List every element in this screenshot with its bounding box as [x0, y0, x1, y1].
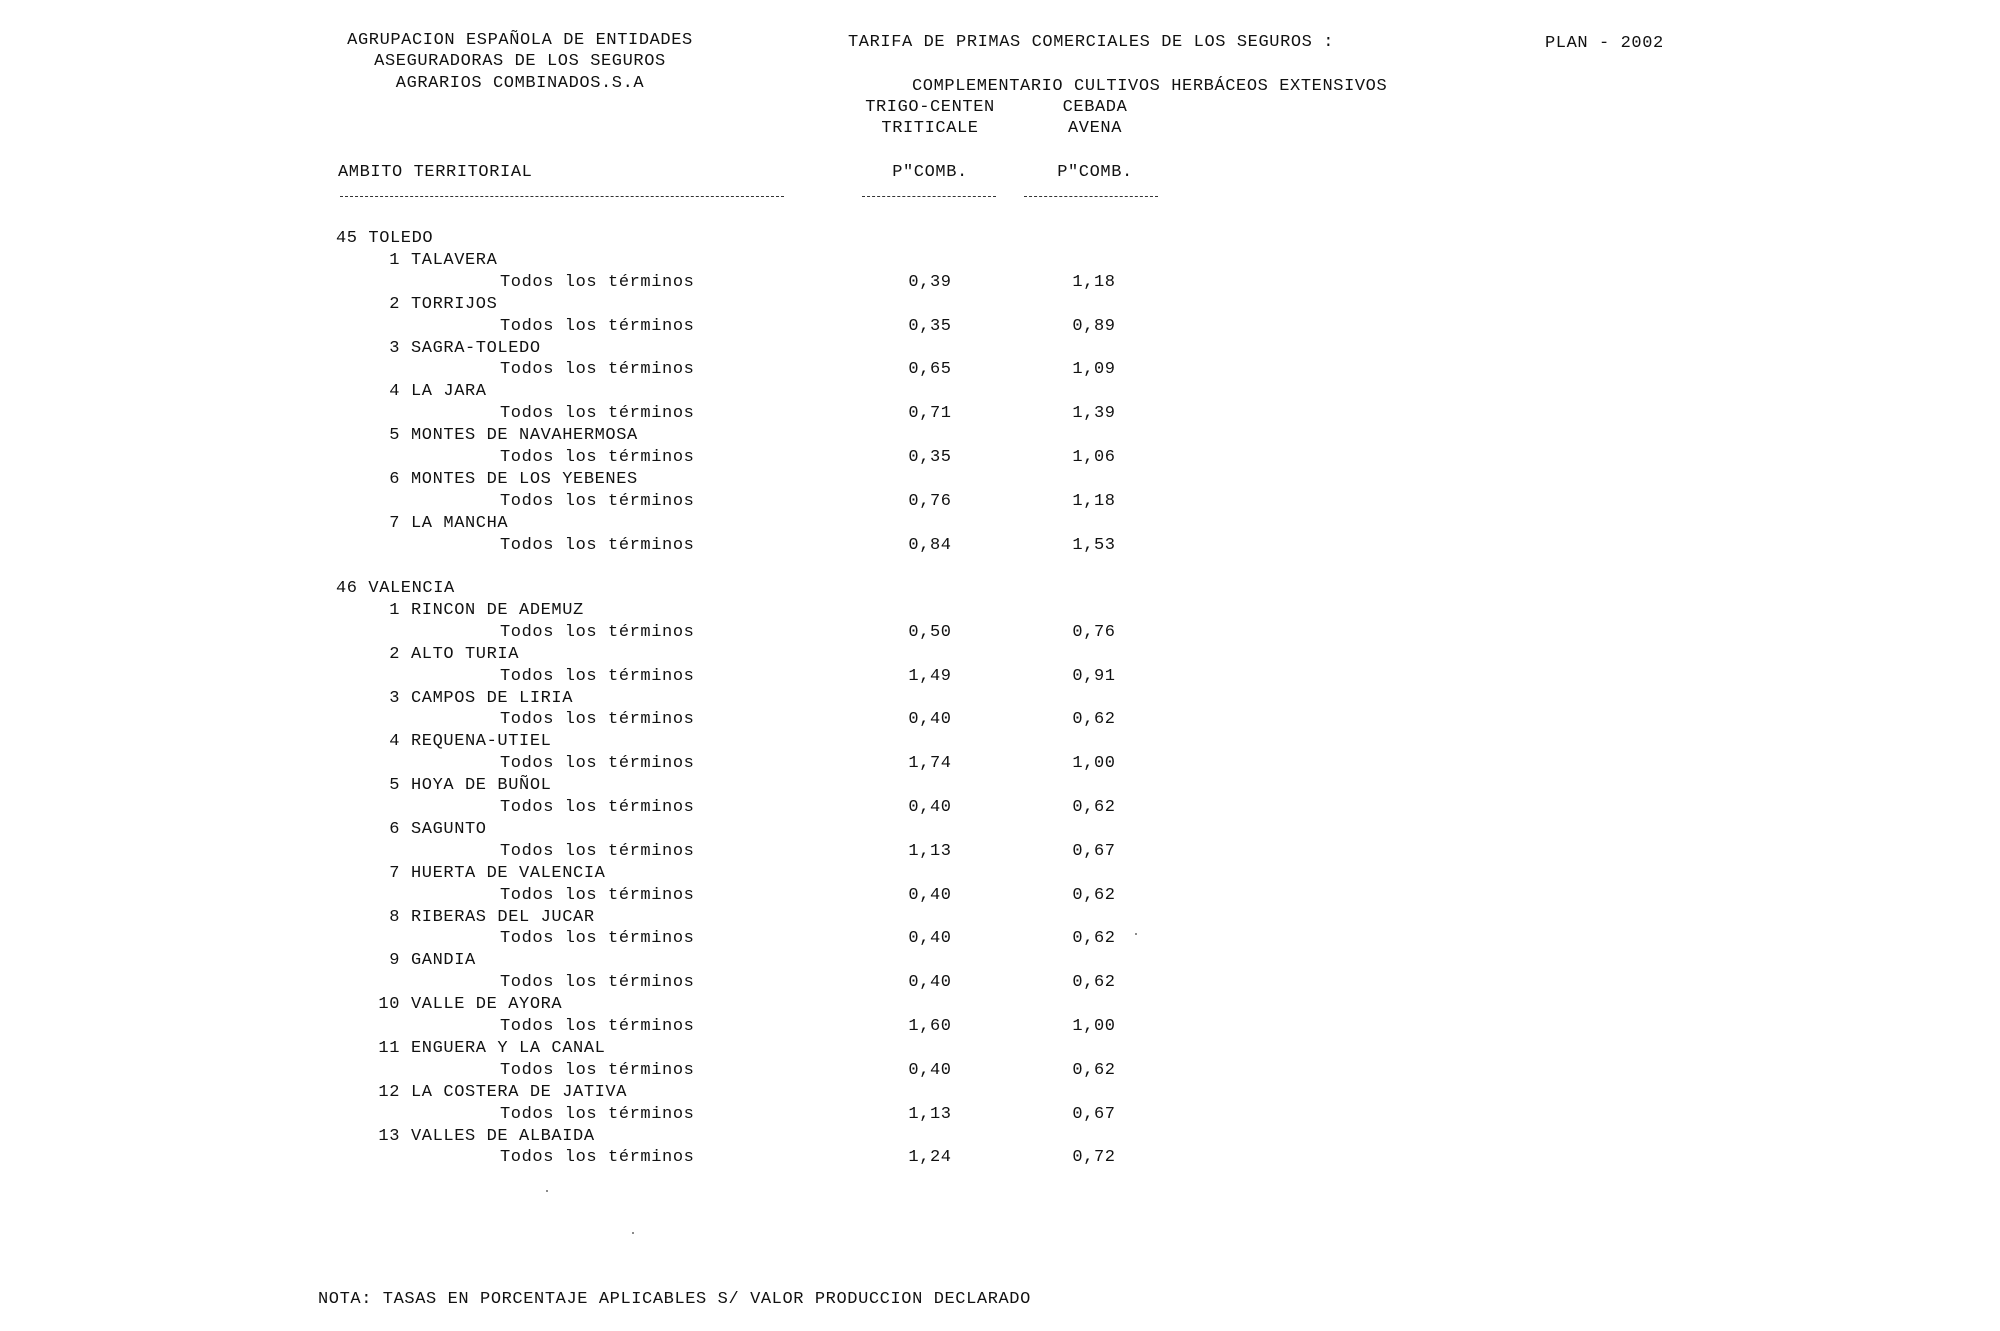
comarca-number: 6 — [389, 469, 400, 489]
comarca-name: CAMPOS DE LIRIA — [411, 688, 574, 708]
comarca-number: 4 — [389, 382, 400, 402]
term-label: Todos los términos — [500, 666, 695, 686]
comarca-name: TALAVERA — [411, 250, 498, 270]
scan-speck — [1135, 933, 1137, 935]
comarca-name: LA JARA — [411, 382, 487, 402]
value-cell-cebada: 1,18 — [1072, 491, 1116, 511]
term-label: Todos los términos — [500, 448, 695, 467]
comarca-name: HUERTA DE VALENCIA — [411, 863, 606, 883]
comarca-number: 7 — [389, 863, 400, 883]
value-cell-trigo: 1,60 — [908, 1017, 952, 1036]
comarca-name: RIBERAS DEL JUCAR — [411, 907, 595, 927]
scan-speck — [632, 1232, 634, 1234]
comarca-number: 3 — [389, 338, 400, 358]
comarca-number: 4 — [389, 732, 400, 752]
term-label: Todos los términos — [500, 360, 695, 380]
org-name-line-3: AGRARIOS COMBINADOS.S.A — [395, 74, 645, 93]
value-cell-trigo: 0,40 — [908, 798, 952, 817]
document-subtitle: COMPLEMENTARIO CULTIVOS HERBÁCEOS EXTENSIVOS — [912, 77, 1388, 96]
value-cell-cebada: 1,09 — [1072, 360, 1116, 380]
comarca-name: LA COSTERA DE JATIVA — [411, 1082, 628, 1102]
value-cell-cebada: 0,62 — [1072, 1060, 1116, 1080]
value-cell-cebada: 1,39 — [1072, 404, 1116, 424]
term-label: Todos los términos — [500, 272, 695, 292]
value-cell-cebada: 0,67 — [1072, 841, 1116, 861]
comarca-number: 8 — [389, 907, 400, 927]
comarca-name: MONTES DE LOS YEBENES — [411, 469, 638, 489]
term-label: Todos los términos — [500, 885, 695, 905]
term-label: Todos los términos — [500, 841, 695, 861]
term-label: Todos los términos — [500, 316, 695, 336]
value-cell-cebada: 1,00 — [1072, 754, 1116, 774]
province-heading: 45 TOLEDO — [336, 229, 434, 248]
comarca-name: MONTES DE NAVAHERMOSA — [411, 426, 638, 446]
term-label: Todos los términos — [500, 929, 695, 949]
term-label: Todos los términos — [500, 1104, 695, 1124]
org-name-line-2: ASEGURADORAS DE LOS SEGUROS — [374, 52, 666, 71]
org-name-line-1: AGRUPACION ESPAÑOLA DE ENTIDADES — [347, 31, 693, 50]
comarca-number: 1 — [389, 600, 400, 620]
value-cell-cebada: 1,06 — [1072, 448, 1116, 467]
value-cell-trigo: 0,39 — [908, 272, 952, 292]
value-cell-trigo: 0,65 — [908, 360, 952, 380]
value-cell-trigo: 0,35 — [908, 448, 952, 467]
footer-note: NOTA: TASAS EN PORCENTAJE APLICABLES S/ VALOR PRODUCCION DECLARADO — [318, 1290, 1031, 1309]
comarca-name: SAGRA-TOLEDO — [411, 338, 541, 358]
value-column-1-header: P"COMB. — [892, 163, 968, 182]
value-cell-cebada: 1,53 — [1072, 535, 1116, 555]
value-cell-cebada: 0,67 — [1072, 1104, 1116, 1124]
comarca-number: 11 — [378, 1038, 400, 1058]
value-cell-trigo: 1,13 — [908, 841, 952, 861]
comarca-number: 7 — [389, 513, 400, 533]
comarca-name: GANDIA — [411, 951, 476, 971]
value-cell-cebada: 0,72 — [1072, 1148, 1116, 1168]
value-column-2-rule — [1024, 196, 1158, 197]
comarca-name: ENGUERA Y LA CANAL — [411, 1038, 606, 1058]
comarca-number: 3 — [389, 688, 400, 708]
province-heading: 46 VALENCIA — [336, 579, 455, 598]
comarca-name: TORRIJOS — [411, 294, 498, 314]
term-label: Todos los términos — [500, 710, 695, 730]
comarca-name: VALLES DE ALBAIDA — [411, 1126, 595, 1146]
term-label: Todos los términos — [500, 798, 695, 817]
comarca-number: 13 — [378, 1126, 400, 1146]
value-cell-trigo: 0,40 — [908, 929, 952, 949]
value-cell-trigo: 0,40 — [908, 885, 952, 905]
region-column-rule — [340, 196, 784, 197]
value-cell-trigo: 0,40 — [908, 710, 952, 730]
value-cell-trigo: 1,13 — [908, 1104, 952, 1124]
term-label: Todos los términos — [500, 1017, 695, 1036]
tariff-title: TARIFA DE PRIMAS COMERCIALES DE LOS SEGUROS : — [848, 33, 1335, 52]
crop-column-1-line-2: TRITICALE — [881, 119, 979, 138]
value-cell-trigo: 1,74 — [908, 754, 952, 774]
plan-label: PLAN - 2002 — [1545, 34, 1664, 53]
comarca-number: 5 — [389, 426, 400, 446]
comarca-number: 1 — [389, 250, 400, 270]
value-cell-cebada: 0,62 — [1072, 798, 1116, 817]
value-cell-trigo: 0,71 — [908, 404, 952, 424]
comarca-number: 9 — [389, 951, 400, 971]
comarca-number: 12 — [378, 1082, 400, 1102]
value-cell-cebada: 1,00 — [1072, 1017, 1116, 1036]
region-column-header: AMBITO TERRITORIAL — [338, 163, 533, 182]
crop-column-2-line-1: CEBADA — [1062, 98, 1128, 117]
value-cell-cebada: 0,76 — [1072, 622, 1116, 642]
comarca-number: 6 — [389, 819, 400, 839]
term-label: Todos los términos — [500, 1148, 695, 1168]
comarca-number: 5 — [389, 776, 400, 796]
value-cell-trigo: 0,40 — [908, 1060, 952, 1080]
value-cell-trigo: 0,76 — [908, 491, 952, 511]
value-cell-trigo: 1,24 — [908, 1148, 952, 1168]
term-label: Todos los términos — [500, 622, 695, 642]
value-column-1-rule — [862, 196, 996, 197]
value-cell-cebada: 0,62 — [1072, 885, 1116, 905]
value-cell-trigo: 0,40 — [908, 973, 952, 993]
comarca-name: RINCON DE ADEMUZ — [411, 600, 584, 620]
comarca-name: REQUENA-UTIEL — [411, 732, 552, 752]
value-cell-trigo: 0,50 — [908, 622, 952, 642]
value-cell-cebada: 0,62 — [1072, 929, 1116, 949]
term-label: Todos los términos — [500, 491, 695, 511]
value-cell-cebada: 1,18 — [1072, 272, 1116, 292]
comarca-name: HOYA DE BUÑOL — [411, 776, 552, 796]
term-label: Todos los términos — [500, 535, 695, 555]
term-label: Todos los términos — [500, 973, 695, 993]
comarca-name: VALLE DE AYORA — [411, 995, 563, 1015]
scan-speck — [546, 1190, 548, 1192]
comarca-number: 2 — [389, 644, 400, 664]
value-cell-trigo: 0,84 — [908, 535, 952, 555]
crop-column-2-line-2: AVENA — [1067, 119, 1122, 138]
comarca-name: ALTO TURIA — [411, 644, 520, 664]
value-cell-cebada: 0,62 — [1072, 973, 1116, 993]
term-label: Todos los términos — [500, 1060, 695, 1080]
term-label: Todos los términos — [500, 404, 695, 424]
value-column-2-header: P"COMB. — [1057, 163, 1133, 182]
crop-column-1-line-1: TRIGO-CENTEN — [865, 98, 995, 117]
value-cell-cebada: 0,89 — [1072, 316, 1116, 336]
value-cell-trigo: 0,35 — [908, 316, 952, 336]
comarca-number: 2 — [389, 294, 400, 314]
value-cell-cebada: 0,91 — [1072, 666, 1116, 686]
comarca-name: LA MANCHA — [411, 513, 509, 533]
value-cell-trigo: 1,49 — [908, 666, 952, 686]
comarca-number: 10 — [378, 995, 400, 1015]
value-cell-cebada: 0,62 — [1072, 710, 1116, 730]
comarca-name: SAGUNTO — [411, 819, 487, 839]
term-label: Todos los términos — [500, 754, 695, 774]
